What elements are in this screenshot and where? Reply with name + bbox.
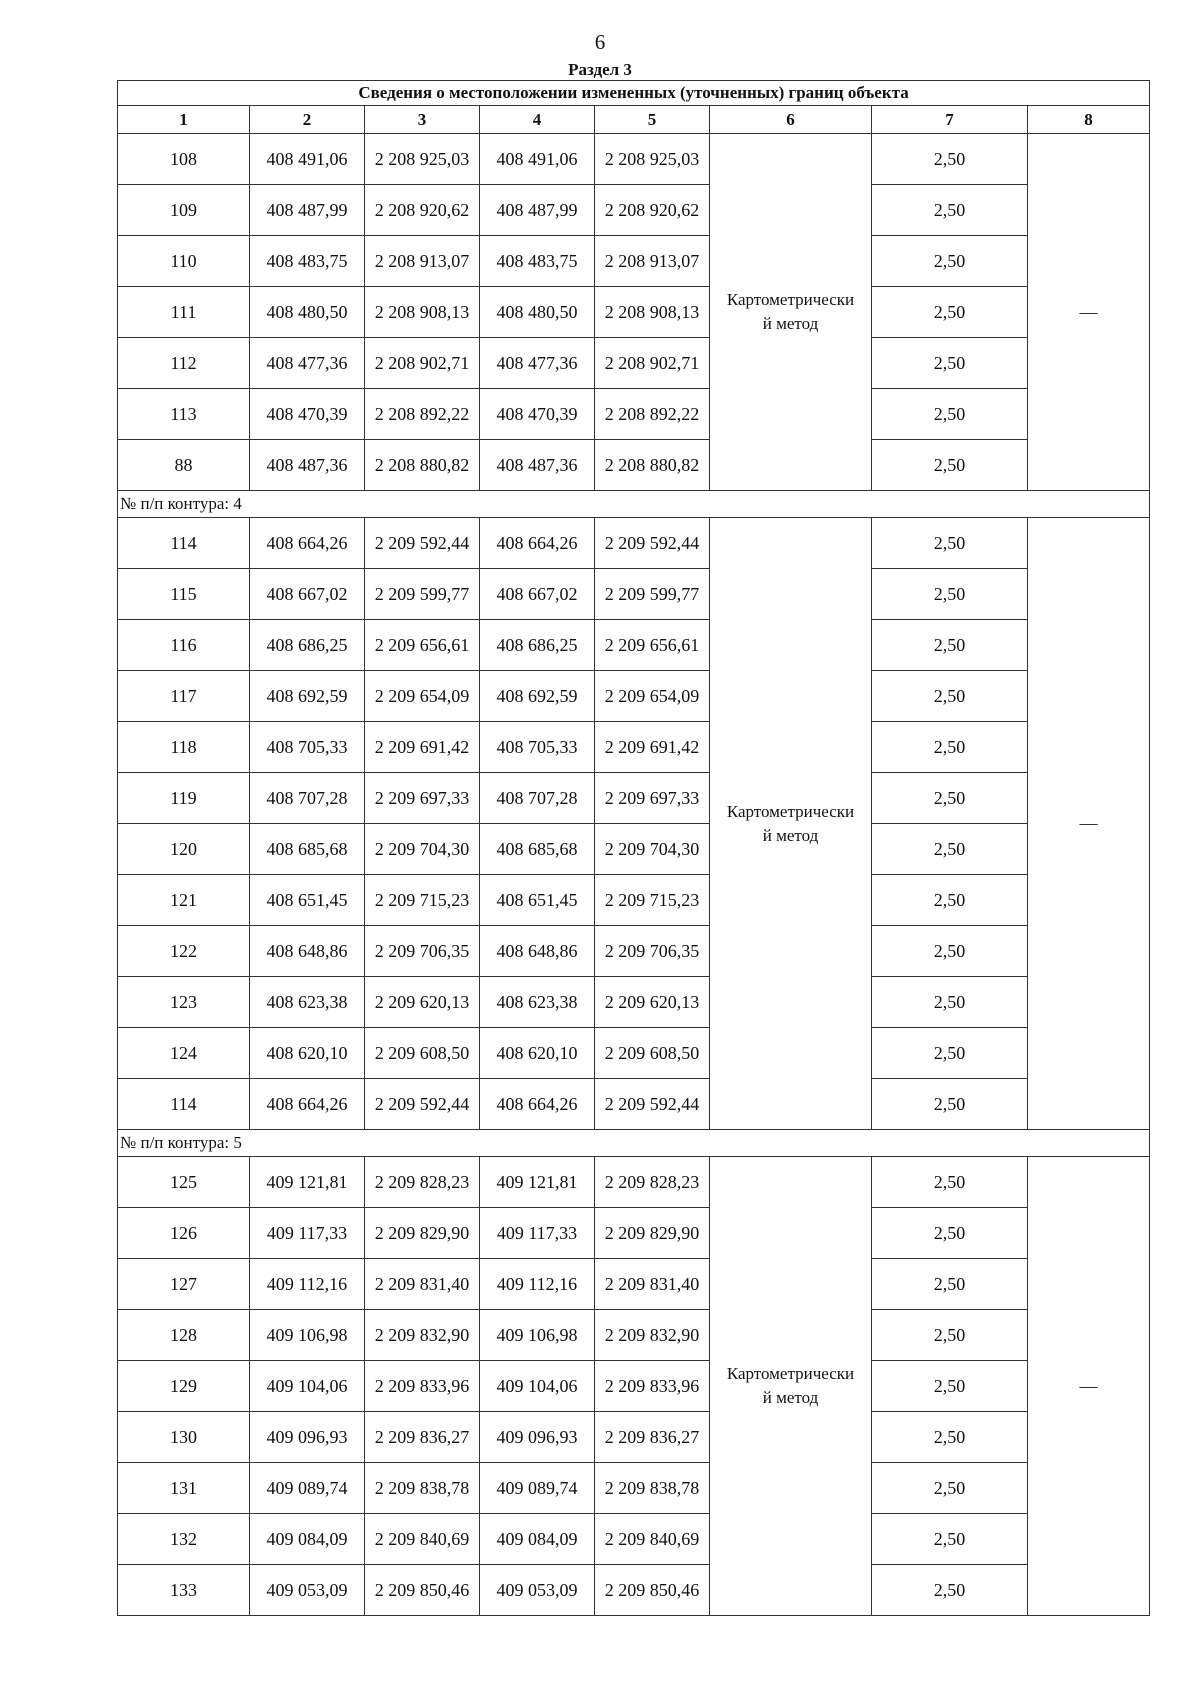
point-number-cell: 133: [118, 1565, 250, 1616]
point-number-cell: 119: [118, 773, 250, 824]
table-row: [118, 671, 1150, 722]
method-text-line2: й метод: [762, 314, 819, 333]
x-cell: 408 470,39: [250, 389, 365, 440]
y-cell: 2 209 620,13: [365, 977, 480, 1028]
precision-cell: 2,50: [872, 134, 1028, 185]
y-cell: 2 209 836,27: [365, 1412, 480, 1463]
x-cell: 408 664,26: [250, 1079, 365, 1130]
point-number-cell: 116: [118, 620, 250, 671]
y-cell: 2 208 908,13: [365, 287, 480, 338]
column-header: 8: [1028, 106, 1150, 134]
x-cell: 409 084,09: [250, 1514, 365, 1565]
y-new-cell: 2 209 833,96: [595, 1361, 710, 1412]
table-row: [118, 1412, 1150, 1463]
point-number-cell: 113: [118, 389, 250, 440]
y-new-cell: 2 209 838,78: [595, 1463, 710, 1514]
x-new-cell: 408 705,33: [480, 722, 595, 773]
table-row: [118, 1028, 1150, 1079]
table-row: [118, 1463, 1150, 1514]
table-body: [118, 134, 1150, 1616]
method-cell: [710, 518, 872, 1130]
y-new-cell: 2 208 913,07: [595, 236, 710, 287]
table-row: [118, 1361, 1150, 1412]
method-text-line1: Картометрически: [726, 290, 855, 309]
x-new-cell: 409 117,33: [480, 1208, 595, 1259]
column-8-dash-cell: —: [1028, 1157, 1150, 1616]
y-cell: 2 209 838,78: [365, 1463, 480, 1514]
precision-cell: 2,50: [872, 1565, 1028, 1616]
x-cell: 408 692,59: [250, 671, 365, 722]
y-new-cell: 2 209 620,13: [595, 977, 710, 1028]
y-new-cell: 2 209 599,77: [595, 569, 710, 620]
table-row: [118, 134, 1150, 185]
table-row: [118, 977, 1150, 1028]
x-cell: 408 705,33: [250, 722, 365, 773]
y-new-cell: 2 209 831,40: [595, 1259, 710, 1310]
table-row: [118, 722, 1150, 773]
y-cell: 2 209 656,61: [365, 620, 480, 671]
table-row: [118, 338, 1150, 389]
x-new-cell: 408 477,36: [480, 338, 595, 389]
y-cell: 2 209 832,90: [365, 1310, 480, 1361]
contour-label: № п/п контура: 4: [118, 491, 1150, 518]
x-cell: 408 667,02: [250, 569, 365, 620]
point-number-cell: 128: [118, 1310, 250, 1361]
x-cell: 409 112,16: [250, 1259, 365, 1310]
section-title: Раздел 3: [568, 60, 632, 79]
x-new-cell: 409 121,81: [480, 1157, 595, 1208]
precision-cell: 2,50: [872, 671, 1028, 722]
precision-cell: 2,50: [872, 1259, 1028, 1310]
point-number-cell: 129: [118, 1361, 250, 1412]
column-header: 2: [250, 106, 365, 134]
y-cell: 2 208 880,82: [365, 440, 480, 491]
x-new-cell: 408 651,45: [480, 875, 595, 926]
table-row: [118, 389, 1150, 440]
precision-cell: 2,50: [872, 1361, 1028, 1412]
precision-cell: 2,50: [872, 1079, 1028, 1130]
x-new-cell: 409 106,98: [480, 1310, 595, 1361]
table-title: Сведения о местоположении измененных (уточненных) границ объекта: [118, 81, 1150, 106]
x-new-cell: 408 686,25: [480, 620, 595, 671]
method-cell: [710, 134, 872, 491]
table-row: [118, 185, 1150, 236]
point-number-cell: 127: [118, 1259, 250, 1310]
precision-cell: 2,50: [872, 1463, 1028, 1514]
x-new-cell: 408 667,02: [480, 569, 595, 620]
x-cell: 408 487,36: [250, 440, 365, 491]
y-cell: 2 208 920,62: [365, 185, 480, 236]
point-number-cell: 114: [118, 518, 250, 569]
y-new-cell: 2 208 920,62: [595, 185, 710, 236]
y-cell: 2 209 831,40: [365, 1259, 480, 1310]
method-cell: [710, 1157, 872, 1616]
y-new-cell: 2 209 608,50: [595, 1028, 710, 1079]
x-cell: 408 685,68: [250, 824, 365, 875]
column-header: 5: [595, 106, 710, 134]
x-cell: 408 487,99: [250, 185, 365, 236]
y-cell: 2 209 850,46: [365, 1565, 480, 1616]
x-new-cell: 408 487,99: [480, 185, 595, 236]
point-number-cell: 124: [118, 1028, 250, 1079]
x-new-cell: 408 692,59: [480, 671, 595, 722]
y-new-cell: 2 209 706,35: [595, 926, 710, 977]
x-cell: 408 651,45: [250, 875, 365, 926]
point-number-cell: 125: [118, 1157, 250, 1208]
x-new-cell: 408 685,68: [480, 824, 595, 875]
precision-cell: 2,50: [872, 926, 1028, 977]
point-number-cell: 114: [118, 1079, 250, 1130]
y-cell: 2 209 706,35: [365, 926, 480, 977]
contour-row: [118, 1130, 1150, 1157]
y-new-cell: 2 209 656,61: [595, 620, 710, 671]
table-row: [118, 236, 1150, 287]
table-row: [118, 287, 1150, 338]
point-number-cell: 108: [118, 134, 250, 185]
y-cell: 2 209 829,90: [365, 1208, 480, 1259]
contour-label: № п/п контура: 5: [118, 1130, 1150, 1157]
x-new-cell: 408 491,06: [480, 134, 595, 185]
table-row: [118, 824, 1150, 875]
column-number-row: [118, 106, 1150, 134]
x-cell: 409 089,74: [250, 1463, 365, 1514]
y-new-cell: 2 209 697,33: [595, 773, 710, 824]
y-cell: 2 209 704,30: [365, 824, 480, 875]
x-cell: 408 686,25: [250, 620, 365, 671]
table-row: [118, 1208, 1150, 1259]
x-new-cell: 409 053,09: [480, 1565, 595, 1616]
y-new-cell: 2 209 704,30: [595, 824, 710, 875]
y-new-cell: 2 209 592,44: [595, 518, 710, 569]
point-number-cell: 118: [118, 722, 250, 773]
column-8-dash-cell: —: [1028, 518, 1150, 1130]
point-number-cell: 130: [118, 1412, 250, 1463]
y-cell: 2 209 654,09: [365, 671, 480, 722]
table-row: [118, 1565, 1150, 1616]
y-new-cell: 2 209 715,23: [595, 875, 710, 926]
y-cell: 2 209 715,23: [365, 875, 480, 926]
x-cell: 409 053,09: [250, 1565, 365, 1616]
y-new-cell: 2 209 832,90: [595, 1310, 710, 1361]
y-cell: 2 209 592,44: [365, 1079, 480, 1130]
x-new-cell: 409 084,09: [480, 1514, 595, 1565]
x-cell: 408 620,10: [250, 1028, 365, 1079]
x-cell: 408 491,06: [250, 134, 365, 185]
precision-cell: 2,50: [872, 389, 1028, 440]
table-row: [118, 1310, 1150, 1361]
x-cell: 408 483,75: [250, 236, 365, 287]
x-new-cell: 409 089,74: [480, 1463, 595, 1514]
method-text-line1: Картометрически: [726, 801, 855, 821]
precision-cell: 2,50: [872, 518, 1028, 569]
y-cell: 2 209 599,77: [365, 569, 480, 620]
point-number-cell: 132: [118, 1514, 250, 1565]
table-row: [118, 1157, 1150, 1208]
x-new-cell: 408 664,26: [480, 518, 595, 569]
contour-row: [118, 491, 1150, 518]
x-cell: 408 623,38: [250, 977, 365, 1028]
table-row: [118, 926, 1150, 977]
table-row: [118, 1079, 1150, 1130]
y-new-cell: 2 208 892,22: [595, 389, 710, 440]
point-number-cell: 112: [118, 338, 250, 389]
x-cell: 409 117,33: [250, 1208, 365, 1259]
y-new-cell: 2 209 829,90: [595, 1208, 710, 1259]
x-cell: 408 707,28: [250, 773, 365, 824]
column-header: 6: [710, 106, 872, 134]
point-number-cell: 88: [118, 440, 250, 491]
x-cell: 409 104,06: [250, 1361, 365, 1412]
y-cell: 2 208 902,71: [365, 338, 480, 389]
table-row: [118, 773, 1150, 824]
y-cell: 2 208 892,22: [365, 389, 480, 440]
point-number-cell: 120: [118, 824, 250, 875]
precision-cell: 2,50: [872, 1157, 1028, 1208]
precision-cell: 2,50: [872, 875, 1028, 926]
page-number: 6: [594, 30, 606, 54]
y-cell: 2 208 925,03: [365, 134, 480, 185]
y-new-cell: 2 208 908,13: [595, 287, 710, 338]
table-row: [118, 1514, 1150, 1565]
table-row: [118, 875, 1150, 926]
boundary-coordinates-table: [117, 80, 1150, 1616]
y-new-cell: 2 209 691,42: [595, 722, 710, 773]
table-row: [118, 569, 1150, 620]
precision-cell: 2,50: [872, 338, 1028, 389]
y-new-cell: 2 209 592,44: [595, 1079, 710, 1130]
x-new-cell: 408 470,39: [480, 389, 595, 440]
y-cell: 2 209 840,69: [365, 1514, 480, 1565]
x-cell: 409 121,81: [250, 1157, 365, 1208]
y-new-cell: 2 208 925,03: [595, 134, 710, 185]
precision-cell: 2,50: [872, 1028, 1028, 1079]
x-cell: 408 648,86: [250, 926, 365, 977]
x-new-cell: 408 664,26: [480, 1079, 595, 1130]
precision-cell: 2,50: [872, 1514, 1028, 1565]
x-new-cell: 408 480,50: [480, 287, 595, 338]
point-number-cell: 122: [118, 926, 250, 977]
y-cell: 2 209 697,33: [365, 773, 480, 824]
column-header: 4: [480, 106, 595, 134]
point-number-cell: 123: [118, 977, 250, 1028]
x-cell: 408 664,26: [250, 518, 365, 569]
precision-cell: 2,50: [872, 824, 1028, 875]
precision-cell: 2,50: [872, 440, 1028, 491]
y-cell: 2 209 592,44: [365, 518, 480, 569]
x-new-cell: 409 112,16: [480, 1259, 595, 1310]
y-cell: 2 209 828,23: [365, 1157, 480, 1208]
table-row: [118, 1259, 1150, 1310]
x-cell: 408 480,50: [250, 287, 365, 338]
x-new-cell: 408 620,10: [480, 1028, 595, 1079]
x-cell: 408 477,36: [250, 338, 365, 389]
precision-cell: 2,50: [872, 185, 1028, 236]
x-new-cell: 409 096,93: [480, 1412, 595, 1463]
x-new-cell: 408 483,75: [480, 236, 595, 287]
precision-cell: 2,50: [872, 1208, 1028, 1259]
y-new-cell: 2 209 840,69: [595, 1514, 710, 1565]
column-8-dash-cell: —: [1028, 134, 1150, 491]
precision-cell: 2,50: [872, 620, 1028, 671]
method-text-line2: й метод: [762, 1388, 819, 1407]
point-number-cell: 109: [118, 185, 250, 236]
x-cell: 409 106,98: [250, 1310, 365, 1361]
y-cell: 2 209 833,96: [365, 1361, 480, 1412]
column-header: 7: [872, 106, 1028, 134]
y-new-cell: 2 209 836,27: [595, 1412, 710, 1463]
precision-cell: 2,50: [872, 722, 1028, 773]
x-new-cell: 408 648,86: [480, 926, 595, 977]
point-number-cell: 121: [118, 875, 250, 926]
precision-cell: 2,50: [872, 569, 1028, 620]
table-row: [118, 620, 1150, 671]
column-header: 3: [365, 106, 480, 134]
point-number-cell: 131: [118, 1463, 250, 1514]
point-number-cell: 115: [118, 569, 250, 620]
table-row: [118, 518, 1150, 569]
point-number-cell: 110: [118, 236, 250, 287]
y-cell: 2 209 691,42: [365, 722, 480, 773]
column-header: 1: [118, 106, 250, 134]
x-new-cell: 408 487,36: [480, 440, 595, 491]
y-new-cell: 2 209 828,23: [595, 1157, 710, 1208]
point-number-cell: 111: [118, 287, 250, 338]
y-cell: 2 208 913,07: [365, 236, 480, 287]
point-number-cell: 126: [118, 1208, 250, 1259]
method-text-line2: й метод: [762, 825, 819, 845]
table-row: [118, 440, 1150, 491]
precision-cell: 2,50: [872, 1310, 1028, 1361]
precision-cell: 2,50: [872, 773, 1028, 824]
y-cell: 2 209 608,50: [365, 1028, 480, 1079]
x-cell: 409 096,93: [250, 1412, 365, 1463]
x-new-cell: 408 623,38: [480, 977, 595, 1028]
precision-cell: 2,50: [872, 236, 1028, 287]
precision-cell: 2,50: [872, 1412, 1028, 1463]
y-new-cell: 2 208 902,71: [595, 338, 710, 389]
point-number-cell: 117: [118, 671, 250, 722]
method-text-line1: Картометрически: [726, 1364, 855, 1383]
x-new-cell: 408 707,28: [480, 773, 595, 824]
y-new-cell: 2 208 880,82: [595, 440, 710, 491]
x-new-cell: 409 104,06: [480, 1361, 595, 1412]
precision-cell: 2,50: [872, 287, 1028, 338]
y-new-cell: 2 209 654,09: [595, 671, 710, 722]
precision-cell: 2,50: [872, 977, 1028, 1028]
y-new-cell: 2 209 850,46: [595, 1565, 710, 1616]
